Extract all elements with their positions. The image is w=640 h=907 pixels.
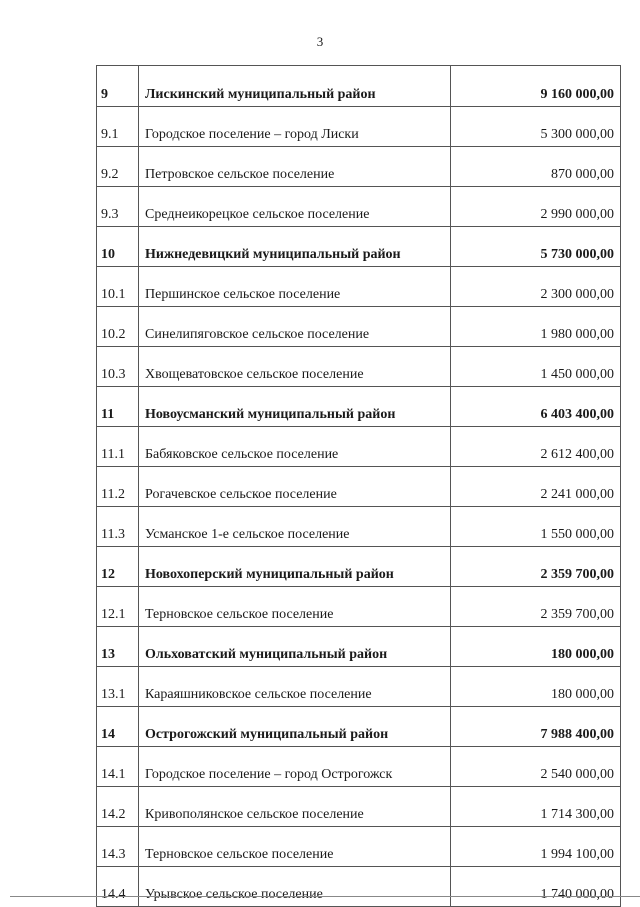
page-number: 3 <box>316 34 324 49</box>
settlement-row <box>97 787 621 827</box>
row-amount: 2 241 000,00 <box>451 467 621 507</box>
row-number: 14 <box>97 707 139 747</box>
row-number: 11 <box>97 387 139 427</box>
settlement-row <box>97 507 621 547</box>
row-amount: 1 714 300,00 <box>451 787 621 827</box>
district-row <box>97 227 621 267</box>
row-number: 9.3 <box>97 187 139 227</box>
row-name: Среднеикорецкое сельское поселение <box>139 187 451 227</box>
row-number: 14.4 <box>97 867 139 907</box>
row-number: 11.2 <box>97 467 139 507</box>
row-number: 14.3 <box>97 827 139 867</box>
row-number: 13 <box>97 627 139 667</box>
settlement-row <box>97 307 621 347</box>
row-name: Острогожский муниципальный район <box>139 707 451 747</box>
row-name: Синелипяговское сельское поселение <box>139 307 451 347</box>
row-name: Урывское сельское поселение <box>139 867 451 907</box>
row-name: Караяшниковское сельское поселение <box>139 667 451 707</box>
row-number: 9 <box>97 66 139 107</box>
row-number: 11.1 <box>97 427 139 467</box>
row-name: Городское поселение – город Острогожск <box>139 747 451 787</box>
row-name: Нижнедевицкий муниципальный район <box>139 227 451 267</box>
row-amount: 2 300 000,00 <box>451 267 621 307</box>
row-name: Городское поселение – город Лиски <box>139 107 451 147</box>
row-amount: 5 730 000,00 <box>451 227 621 267</box>
row-name: Кривополянское сельское поселение <box>139 787 451 827</box>
settlement-row <box>97 587 621 627</box>
settlement-row <box>97 827 621 867</box>
row-name: Лискинский муниципальный район <box>139 66 451 107</box>
row-amount: 2 990 000,00 <box>451 187 621 227</box>
district-row <box>97 66 621 107</box>
row-number: 13.1 <box>97 667 139 707</box>
row-name: Петровское сельское поселение <box>139 147 451 187</box>
row-name: Бабяковское сельское поселение <box>139 427 451 467</box>
settlement-row <box>97 667 621 707</box>
row-number: 10.2 <box>97 307 139 347</box>
row-amount: 9 160 000,00 <box>451 66 621 107</box>
row-amount: 1 994 100,00 <box>451 827 621 867</box>
row-number: 10.1 <box>97 267 139 307</box>
settlement-row <box>97 107 621 147</box>
settlement-row <box>97 867 621 907</box>
settlement-row <box>97 267 621 307</box>
row-name: Терновское сельское поселение <box>139 827 451 867</box>
allocation-table <box>96 65 621 907</box>
row-name: Новоусманский муниципальный район <box>139 387 451 427</box>
row-amount: 1 450 000,00 <box>451 347 621 387</box>
district-row <box>97 547 621 587</box>
settlement-row <box>97 147 621 187</box>
row-number: 9.2 <box>97 147 139 187</box>
footer-rule <box>10 896 640 897</box>
row-number: 14.1 <box>97 747 139 787</box>
row-name: Хвощеватовское сельское поселение <box>139 347 451 387</box>
row-amount: 1 550 000,00 <box>451 507 621 547</box>
row-number: 11.3 <box>97 507 139 547</box>
row-number: 14.2 <box>97 787 139 827</box>
row-amount: 180 000,00 <box>451 667 621 707</box>
row-amount: 2 540 000,00 <box>451 747 621 787</box>
row-name: Новохоперский муниципальный район <box>139 547 451 587</box>
row-number: 12.1 <box>97 587 139 627</box>
row-number: 10.3 <box>97 347 139 387</box>
settlement-row <box>97 427 621 467</box>
row-amount: 2 359 700,00 <box>451 587 621 627</box>
row-name: Ольховатский муниципальный район <box>139 627 451 667</box>
settlement-row <box>97 187 621 227</box>
row-amount: 180 000,00 <box>451 627 621 667</box>
row-name: Усманское 1-е сельское поселение <box>139 507 451 547</box>
settlement-row <box>97 467 621 507</box>
row-name: Першинское сельское поселение <box>139 267 451 307</box>
district-row <box>97 707 621 747</box>
row-amount: 2 359 700,00 <box>451 547 621 587</box>
row-amount: 6 403 400,00 <box>451 387 621 427</box>
row-amount: 2 612 400,00 <box>451 427 621 467</box>
row-amount: 7 988 400,00 <box>451 707 621 747</box>
settlement-row <box>97 747 621 787</box>
row-number: 10 <box>97 227 139 267</box>
row-name: Рогачевское сельское поселение <box>139 467 451 507</box>
settlement-row <box>97 347 621 387</box>
row-amount: 870 000,00 <box>451 147 621 187</box>
row-number: 9.1 <box>97 107 139 147</box>
district-row <box>97 627 621 667</box>
row-amount: 1 980 000,00 <box>451 307 621 347</box>
district-row <box>97 387 621 427</box>
row-name: Терновское сельское поселение <box>139 587 451 627</box>
row-number: 12 <box>97 547 139 587</box>
row-amount: 5 300 000,00 <box>451 107 621 147</box>
row-amount: 1 740 000,00 <box>451 867 621 907</box>
allocation-table-body <box>97 66 621 907</box>
